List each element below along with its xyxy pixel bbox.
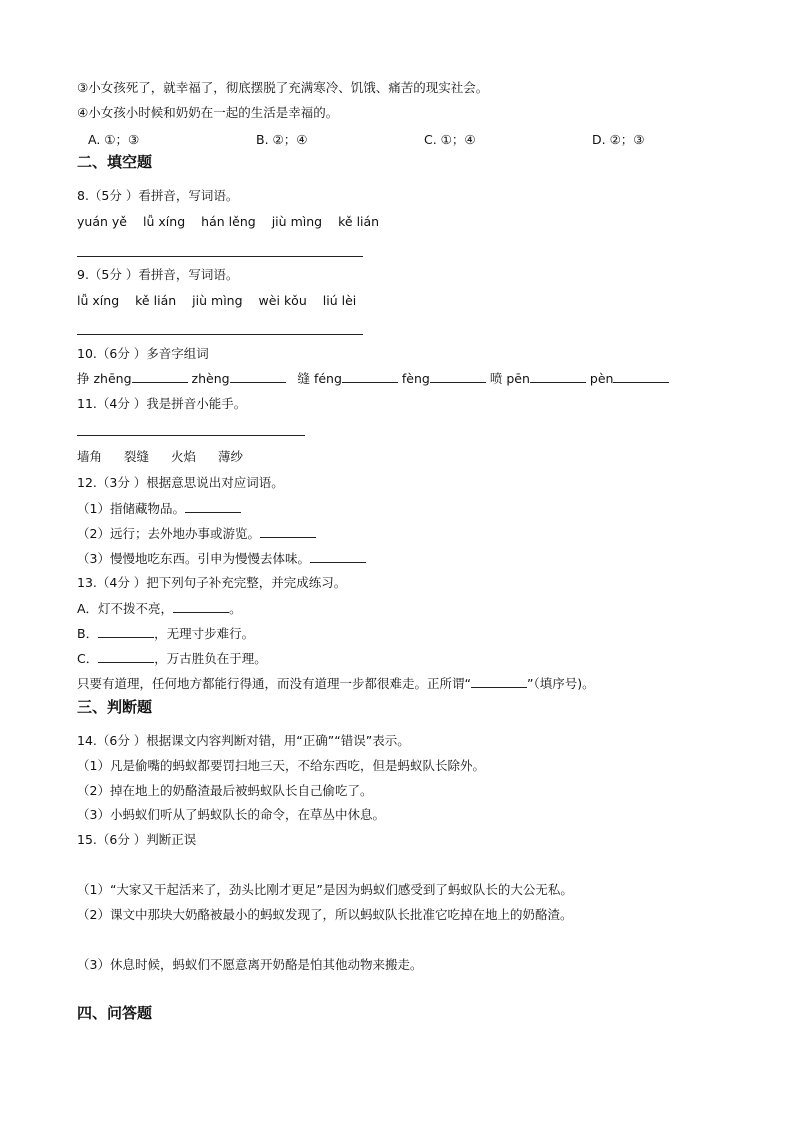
polyphone-char: 喷	[489, 371, 503, 386]
q11-prompt: 11.（4分 ）我是拼音小能手。	[77, 396, 247, 411]
q9-answer-blanks[interactable]	[77, 334, 363, 335]
answer-blank[interactable]	[173, 600, 229, 613]
answer-blank[interactable]	[98, 625, 154, 638]
q10-prompt: 10.（6分 ）多音字组词	[77, 346, 209, 361]
pinyin-syllable: lǚ	[143, 214, 155, 229]
polyphone-char: 缝	[297, 371, 310, 386]
q11-answer-blanks[interactable]	[77, 435, 305, 436]
q14-item-3: （3）小蚂蚁们听从了蚂蚁队长的命令，在草丛中休息。	[77, 807, 385, 822]
pinyin-syllable: jiù	[271, 214, 287, 229]
pinyin-syllable: hán	[201, 214, 225, 229]
pinyin-syllable: yuán	[77, 214, 108, 229]
pinyin-reading: pēn	[506, 371, 530, 386]
answer-blank[interactable]	[342, 370, 398, 383]
section-2-title: 二、填空题	[77, 153, 153, 171]
q9-prompt: 9.（5分 ）看拼音，写词语。	[77, 267, 239, 282]
pinyin-syllable: lèi	[341, 293, 357, 308]
pinyin-syllable: mìng	[290, 214, 323, 229]
q10-row	[77, 370, 669, 387]
pinyin-syllable: kǒu	[283, 293, 307, 308]
pinyin-reading: féng	[313, 371, 342, 386]
q15-item-3: （3）休息时候，蚂蚁们不愿意离开奶酪是怕其他动物来搬走。	[77, 957, 423, 972]
q12-item-2: （2）远行；去外地办事或游览。	[77, 525, 316, 542]
q8-answer-blanks[interactable]	[77, 256, 363, 257]
q13-item-b: B． ，无理寸步难行。	[77, 626, 255, 641]
q15-item-1: （1）“大家又干起活来了，劲头比刚才更足”是因为蚂蚁们感受到了蚂蚁队长的大公无私。	[77, 882, 573, 897]
q7-option-d[interactable]: D. ②；③	[592, 132, 645, 147]
q14-prompt: 14.（6分 ）根据课文内容判断对错，用“正确”“错误”表示。	[77, 733, 410, 748]
answer-blank[interactable]	[430, 370, 486, 383]
q7-option-b[interactable]: B. ②；④	[256, 132, 308, 147]
section-3-title: 三、判断题	[77, 698, 153, 716]
answer-blank[interactable]	[230, 370, 286, 383]
q7-item-4: ④小女孩小时候和奶奶在一起的生活是幸福的。	[77, 105, 339, 120]
answer-blank[interactable]	[132, 370, 188, 383]
answer-blank[interactable]	[260, 525, 316, 538]
pinyin-reading: pèn	[589, 371, 614, 386]
pinyin-syllable: xíng	[158, 214, 186, 229]
q11-words	[77, 449, 265, 465]
q14-item-2: （2）掉在地上的奶酪渣最后被蚂蚁队长自己偷吃了。	[77, 783, 373, 798]
q13-item-c: C． ，万古胜负在于理。	[77, 651, 267, 666]
q7-option-a[interactable]: A. ①；③	[88, 132, 140, 147]
pinyin-syllable: kě	[338, 214, 353, 229]
answer-blank[interactable]	[530, 370, 586, 383]
pinyin-syllable: kě	[135, 293, 150, 308]
pinyin-syllable: mìng	[211, 293, 243, 308]
pinyin-syllable: yě	[111, 214, 127, 229]
word-item: 裂缝	[124, 449, 150, 464]
word-item: 火焰	[171, 449, 197, 464]
answer-blank[interactable]	[613, 370, 669, 383]
answer-blank[interactable]	[310, 550, 366, 563]
section-4-title: 四、问答题	[77, 1004, 153, 1022]
q12-item-1: （1）指储藏物品。	[77, 500, 241, 517]
pinyin-syllable: wèi	[258, 293, 280, 308]
q14-item-1: （1）凡是偷嘴的蚂蚁都要罚扫地三天，不给东西吃，但是蚂蚁队长除外。	[77, 758, 485, 773]
answer-blank[interactable]	[98, 650, 154, 663]
pinyin-syllable: lián	[153, 293, 177, 308]
q7-option-c[interactable]: C. ①；④	[424, 132, 476, 147]
pinyin-reading: zhēng	[93, 371, 132, 386]
word-item: 墙角	[77, 449, 103, 464]
pinyin-reading: zhèng	[191, 371, 230, 386]
q9-pinyin	[77, 293, 360, 309]
q12-prompt: 12.（3分 ）根据意思说出对应词语。	[77, 475, 284, 490]
q7-item-3: ③小女孩死了，就幸福了，彻底摆脱了充满寒冷、饥饿、痛苦的现实社会。	[77, 80, 489, 95]
q13-item-a: A．灯不拨不亮， 。	[77, 601, 242, 616]
q15-item-2: （2）课文中那块大奶酪被最小的蚂蚁发现了，所以蚂蚁队长批准它吃掉在地上的奶酪渣。	[77, 907, 573, 922]
answer-blank[interactable]	[185, 500, 241, 513]
word-item: 薄纱	[218, 449, 244, 464]
q13-summary: 只要有道理，任何地方都能行得通，而没有道理一步都很难走。正所谓“ ”（填序号)。	[77, 676, 595, 691]
q8-pinyin	[77, 214, 383, 230]
pinyin-syllable: lěng	[228, 214, 256, 229]
pinyin-syllable: liú	[322, 293, 338, 308]
pinyin-syllable: xíng	[92, 293, 120, 308]
pinyin-syllable: lǚ	[77, 293, 89, 308]
q15-prompt: 15.（6分 ）判断正误	[77, 832, 197, 847]
pinyin-syllable: jiù	[192, 293, 208, 308]
answer-blank[interactable]	[471, 675, 527, 688]
q12-item-3: （3）慢慢地吃东西。引申为慢慢去体味。	[77, 550, 366, 567]
pinyin-syllable: lián	[356, 214, 380, 229]
q8-prompt: 8.（5分 ）看拼音，写词语。	[77, 188, 239, 203]
polyphone-char: 挣	[77, 371, 90, 386]
q13-prompt: 13.（4分 ）把下列句子补充完整，并完成练习。	[77, 575, 347, 590]
pinyin-reading: fèng	[401, 371, 430, 386]
